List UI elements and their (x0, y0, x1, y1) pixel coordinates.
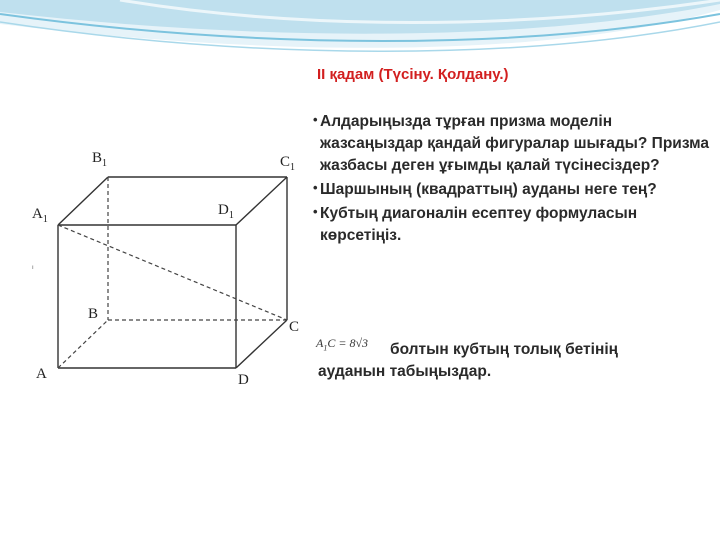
question-item: • Шаршының (квадраттың) ауданы неге тең? (314, 179, 714, 201)
cube-diagram (0, 130, 320, 400)
label-A: A (36, 366, 47, 382)
label-B1: $B_1$ (92, 150, 108, 169)
hidden-edge-A-B (58, 320, 108, 368)
label-C1: $C_1$ (280, 154, 296, 173)
task-text: болтын кубтың толық бетінің ауданын табыңыздар. (318, 341, 618, 380)
edge-A1-B1 (58, 177, 108, 225)
label-B: B (88, 306, 99, 322)
question-item: • Алдарыңызда тұрған призма моделін жазсаңыздар қандай фигуралар шығады? Призма жазбасы деген ұғымды қалай түсінесіздер? (314, 111, 714, 177)
label-D1: $D_1$ (218, 202, 234, 221)
edge-D1-C1 (236, 177, 287, 225)
edge-D-C (236, 320, 287, 368)
stray-mark: ı (32, 265, 34, 271)
diagonal-formula: $A_1C = 8√3$ (316, 336, 369, 353)
question-list (314, 111, 714, 249)
label-C: C (289, 319, 300, 335)
label-D: D (238, 372, 249, 388)
question-item: • Кубтың диагоналін есептеу формуласын көрсетіңіз. (314, 203, 714, 247)
slide-title: II қадам (Түсіну. Қолдану.) (317, 66, 509, 83)
label-A1: $A_1$ (32, 206, 48, 225)
